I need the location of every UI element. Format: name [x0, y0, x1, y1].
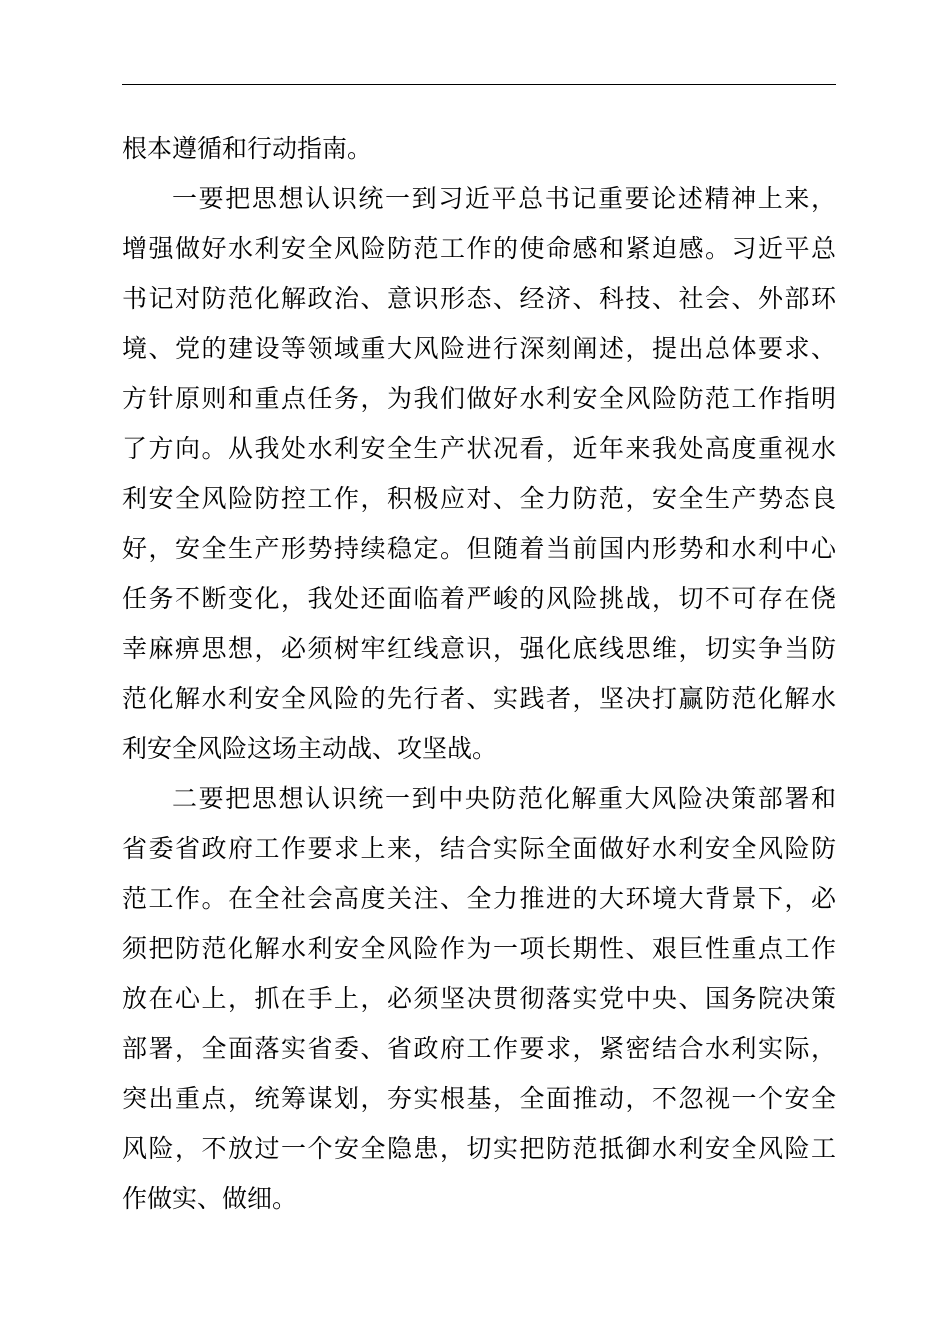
text-line: 范化解水利安全风险的先行者、实践者，坚决打赢防范化解水: [122, 684, 836, 713]
text-line: 突出重点，统筹谋划，夯实根基，全面推动，不忽视一个安全: [122, 1084, 836, 1113]
text-line: 放在心上，抓在手上，必须坚决贯彻落实党中央、国务院决策: [122, 984, 836, 1013]
text-line: 范工作。在全社会高度关注、全力推进的大环境大背景下，必: [122, 884, 836, 913]
text-line: 幸麻痹思想，必须树牢红线意识，强化底线思维，切实争当防: [122, 634, 836, 663]
paragraph-2: [122, 174, 836, 774]
document-body: [122, 124, 836, 1224]
text-line: 了方向。从我处水利安全生产状况看，近年来我处高度重视水: [122, 434, 836, 463]
text-line: 作做实、做细。: [122, 1184, 298, 1213]
text-line: 风险，不放过一个安全隐患，切实把防范抵御水利安全风险工: [122, 1134, 836, 1163]
text-line: 须把防范化解水利安全风险作为一项长期性、艰巨性重点工作: [122, 934, 836, 963]
text-line: 利安全风险这场主动战、攻坚战。: [122, 734, 498, 763]
paragraph-1: [122, 124, 836, 174]
text-line: 省委省政府工作要求上来，结合实际全面做好水利安全风险防: [122, 834, 836, 863]
text-line: 任务不断变化，我处还面临着严峻的风险挑战，切不可存在侥: [122, 584, 836, 613]
text-line: 增强做好水利安全风险防范工作的使命感和紧迫感。习近平总: [122, 234, 836, 263]
text-line: 部署，全面落实省委、省政府工作要求，紧密结合水利实际，: [122, 1034, 836, 1063]
text-line: 利安全风险防控工作，积极应对、全力防范，安全生产势态良: [122, 484, 836, 513]
text-line: 根本遵循和行动指南。: [122, 134, 373, 163]
text-line: 方针原则和重点任务，为我们做好水利安全风险防范工作指明: [122, 384, 836, 413]
text-line: 书记对防范化解政治、意识形态、经济、科技、社会、外部环: [122, 284, 836, 313]
text-line: 二要把思想认识统一到中央防范化解重大风险决策部署和: [172, 784, 836, 813]
paragraph-3: [122, 774, 836, 1224]
text-line: 一要把思想认识统一到习近平总书记重要论述精神上来，: [172, 184, 836, 213]
text-line: 境、党的建设等领域重大风险进行深刻阐述，提出总体要求、: [122, 334, 836, 363]
header-rule: [122, 84, 836, 85]
text-line: 好，安全生产形势持续稳定。但随着当前国内形势和水利中心: [122, 534, 836, 563]
